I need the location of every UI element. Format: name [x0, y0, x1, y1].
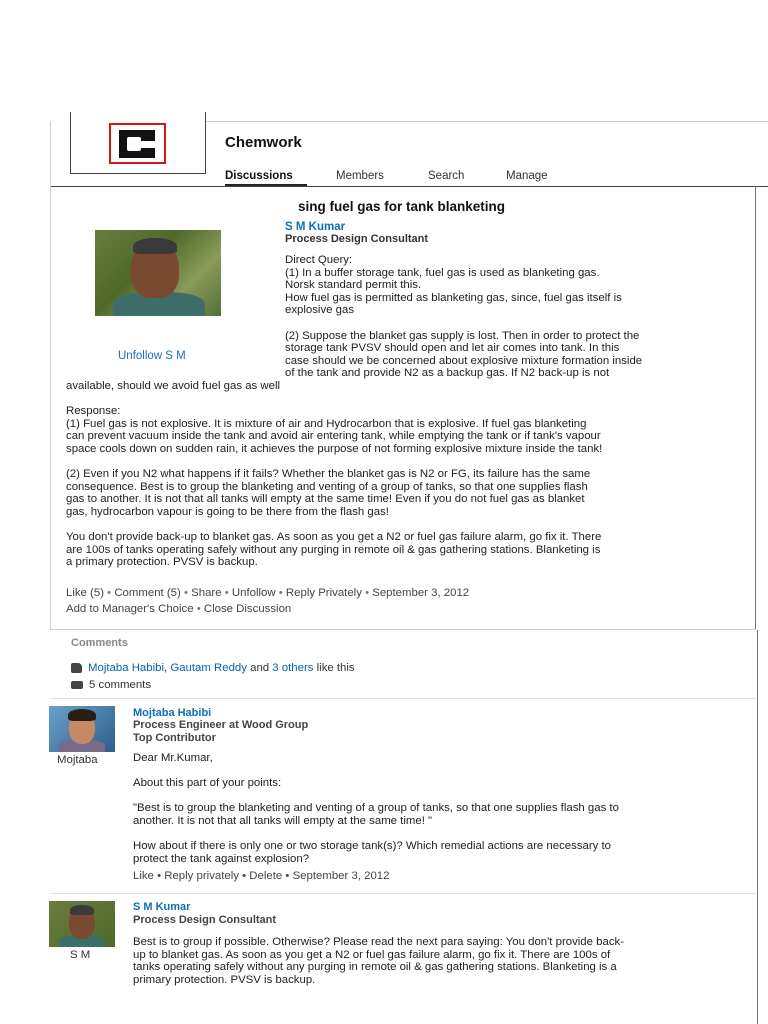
like-link[interactable]: Like (5)	[66, 587, 104, 599]
comment-bubble-icon	[71, 681, 83, 689]
tab-manage[interactable]: Manage	[506, 170, 548, 182]
post-query-text: Direct Query: (1) In a buffer storage tank, fuel gas is used as blanketing gas. Norsk standard permit this. How fuel gas is permitted as blanketing gas, since, fuel gas itself is explosive gas (2) Suppose the blanket gas supply is lost. Then in order to protect the storage tank PVSV should open and let air comes into tank. In this case should we be concerned about explosive mixture formation inside of the tank and provide N2 as a backup gas. If N2 back-up is not	[285, 254, 643, 380]
post-action-bar	[66, 587, 469, 599]
reply-privately-link[interactable]: Reply Privately	[285, 587, 362, 599]
post-right-border	[755, 186, 756, 630]
commenter-avatar[interactable]	[49, 706, 115, 752]
tab-discussions[interactable]: Discussions	[225, 170, 293, 182]
commenter-name[interactable]: Mojtaba Habibi	[133, 707, 212, 719]
separator-dot: •	[107, 587, 112, 599]
active-tab-indicator	[225, 184, 307, 186]
comments-divider-1	[50, 698, 756, 699]
separator-dot: •	[278, 587, 283, 599]
comment-like-link[interactable]: Like	[133, 870, 154, 882]
post-query-text-continued: available, should we avoid fuel gas as well	[66, 380, 281, 392]
separator-dot: •	[365, 587, 370, 599]
separator-dot: •	[224, 587, 229, 599]
separator-dot: •	[157, 870, 162, 882]
header-bottom-divider	[50, 186, 768, 187]
comments-count	[71, 679, 151, 691]
others-link[interactable]: 3 others	[272, 662, 314, 674]
header-top-divider	[206, 121, 768, 122]
post-author-title: Process Design Consultant	[285, 233, 429, 245]
separator-dot: •	[183, 587, 188, 599]
tab-search[interactable]: Search	[428, 170, 465, 182]
add-managers-choice-link[interactable]: Add to Manager's Choice	[66, 603, 194, 615]
liker-link[interactable]: Gautam Reddy	[170, 662, 247, 674]
comment-delete-link[interactable]: Delete	[249, 870, 283, 882]
comments-count-label: 5 comments	[89, 679, 152, 691]
commenter-title: Process Engineer at Wood Group	[133, 719, 309, 731]
like-this-text: like this	[316, 662, 355, 674]
group-title[interactable]: Chemwork	[225, 134, 302, 151]
chemwork-logo-icon	[109, 123, 166, 164]
comment-reply-privately-link[interactable]: Reply privately	[164, 870, 239, 882]
separator-dot: •	[242, 870, 247, 882]
separator-dot: •	[285, 870, 290, 882]
comment-body: Best is to group if possible. Otherwise? Please read the next para saying: You don't provide back- up to blanket gas. As soon as you get a N2 or fuel gas failure alarm, go fix it. There are 100s of tanks operating safely without any purging in remote oil & gas gathering stations. Blanketing is a primary protection. PVSV is backup.	[133, 936, 624, 986]
author-avatar[interactable]	[95, 230, 221, 316]
top-contributor-badge: Top Contributor	[133, 732, 216, 744]
unfollow-author-link[interactable]: Unfollow S M	[118, 350, 186, 362]
commenter-name[interactable]: S M Kumar	[133, 901, 191, 913]
share-link[interactable]: Share	[191, 587, 222, 599]
comments-right-border	[757, 630, 758, 1024]
unfollow-link[interactable]: Unfollow	[231, 587, 276, 599]
post-author-name[interactable]: S M Kumar	[285, 221, 346, 233]
post-manager-actions	[66, 603, 291, 615]
thumbs-up-icon	[71, 663, 82, 673]
group-logo-box[interactable]	[70, 112, 206, 174]
post-bottom-divider	[50, 629, 756, 630]
comment-date: September 3, 2012	[292, 870, 390, 882]
commenter-short-name[interactable]: S M	[70, 949, 91, 961]
discussion-title: sing fuel gas for tank blanketing	[298, 199, 506, 214]
commenter-avatar[interactable]	[49, 901, 115, 947]
tab-members[interactable]: Members	[336, 170, 384, 182]
commenter-title: Process Design Consultant	[133, 914, 277, 926]
comment-body: Dear Mr.Kumar, About this part of your points: "Best is to group the blanketing and venting of a group of tanks, so that one supplies flash gas to another. It is not that all tanks will empty at the same time! " How about if there is only one or two storage tank(s)? Which remedial actions are necessary to protect the tank against explosion?	[133, 752, 619, 865]
and-text: and	[250, 662, 270, 674]
close-discussion-link[interactable]: Close Discussion	[203, 603, 292, 615]
comment-link[interactable]: Comment (5)	[114, 587, 181, 599]
post-date: September 3, 2012	[372, 587, 470, 599]
post-response-text: Response: (1) Fuel gas is not explosive. It is mixture of air and Hydrocarbon that is explosive. If fuel gas blanketing can prevent vacuum inside the tank and avoid air entering tank, while emptying the tank or if tank's vapour space cools down on sudden rain, it achieves the purpose of not forming explosive mixture inside the tank! (2) Even if you N2 what happens if it fails? Whether the blanket gas is N2 or FG, its failure has the same consequence. Best is to group the blanketing and venting of a group of tanks, so that one supplies flash gas to another. It is not that all tanks will empty at the same time! Even if you do not fuel gas as blanket gas, hydrocarbon vapour is going to be there from the flash gas! You don't provide back-up to blanket gas. As soon as you get a N2 or fuel gas failure alarm, go fix it. There are 100s of tanks operating safely without any purging in remote oil & gas gathering stations. Blanketing is a primary protection. PVSV is backup.	[66, 405, 603, 569]
comments-divider-2	[50, 893, 756, 894]
liker-link[interactable]: Mojtaba Habibi	[88, 662, 164, 674]
commenter-short-name[interactable]: Mojtaba	[57, 754, 98, 766]
post-left-border	[50, 121, 51, 630]
likes-summary: Mojtaba Habibi, Gautam Reddy and 3 others like this	[71, 662, 355, 674]
comment-action-bar	[133, 870, 389, 882]
comments-heading: Comments	[71, 637, 128, 649]
separator-dot: •	[196, 603, 201, 615]
